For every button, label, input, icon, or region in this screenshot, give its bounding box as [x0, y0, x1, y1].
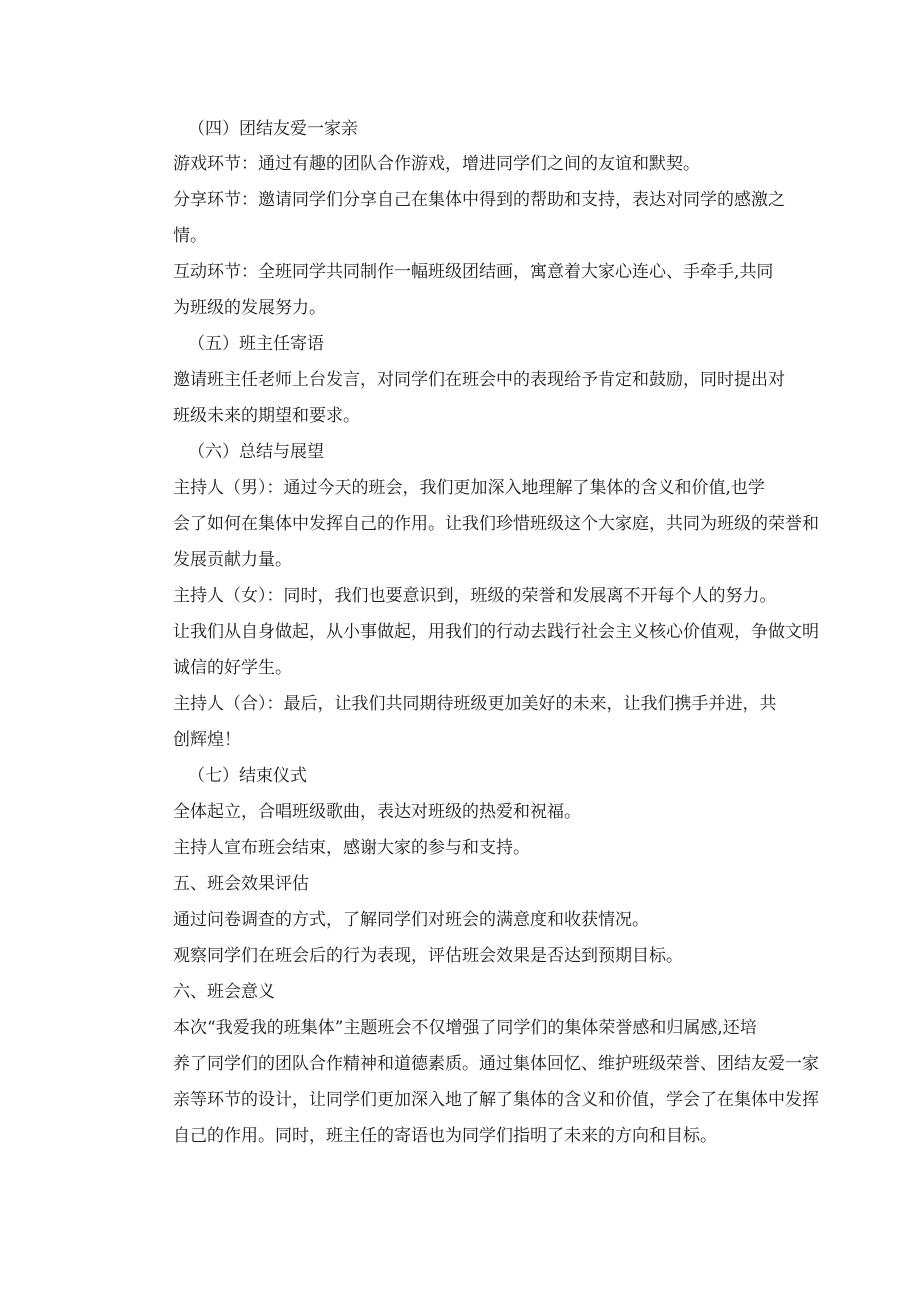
section-heading-5: （五）班主任寄语: [188, 334, 324, 354]
paragraph-line: 本次“我爱我的班集体”主题班会不仅增强了同学们的集体荣誉感和归属感,还培: [173, 1018, 757, 1038]
paragraph-line: 邀请班主任老师上台发言，对同学们在班会中的表现给予肯定和鼓励，同时提出对: [173, 370, 785, 390]
section-heading-evaluation: 五、班会效果评估: [173, 874, 309, 894]
paragraph-line: 亲等环节的设计，让同学们更加深入地了解了集体的含义和价值，学会了在集体中发挥: [173, 1090, 819, 1110]
section-heading-6: （六）总结与展望: [188, 442, 324, 462]
paragraph-line: 主持人（合）：最后，让我们共同期待班级更加美好的未来，让我们携手并进，共: [173, 694, 777, 714]
paragraph-line: 通过问卷调查的方式，了解同学们对班会的满意度和收获情况。: [173, 910, 649, 930]
paragraph-line: 创辉煌！: [173, 730, 241, 750]
paragraph-line: 会了如何在集体中发挥自己的作用。让我们珍惜班级这个大家庭，共同为班级的荣誉和: [173, 514, 819, 534]
paragraph-line: 主持人宣布班会结束，感谢大家的参与和支持。: [173, 838, 530, 858]
paragraph-line: 主持人（女）：同时，我们也要意识到，班级的荣誉和发展离不开每个人的努力。: [173, 586, 777, 606]
paragraph-line: 情。: [173, 226, 207, 246]
paragraph-line: 诚信的好学生。: [173, 658, 292, 678]
paragraph-line: 分享环节：邀请同学们分享自己在集体中得到的帮助和支持，表达对同学的感激之: [173, 190, 785, 210]
paragraph-line: 全体起立，合唱班级歌曲，表达对班级的热爱和祝福。: [173, 802, 581, 822]
section-heading-significance: 六、班会意义: [173, 982, 275, 1002]
paragraph-line: 主持人（男）：通过今天的班会，我们更加深入地理解了集体的含义和价值,也学: [173, 478, 765, 498]
paragraph-line: 互动环节：全班同学共同制作一幅班级团结画，寓意着大家心连心、手牵手,共同: [173, 262, 774, 282]
paragraph-line: 为班级的发展努力。: [173, 298, 326, 318]
paragraph-line: 发展贡献力量。: [173, 550, 292, 570]
section-heading-7: （七）结束仪式: [188, 766, 307, 786]
paragraph-line: 养了同学们的团队合作精神和道德素质。通过集体回忆、维护班级荣誉、团结友爱一家: [173, 1054, 819, 1074]
section-heading-4: （四）团结友爱一家亲: [188, 119, 358, 139]
paragraph-line: 观察同学们在班会后的行为表现，评估班会效果是否达到预期目标。: [173, 946, 683, 966]
paragraph-line: 游戏环节：通过有趣的团队合作游戏，增进同学们之间的友谊和默契。: [173, 154, 700, 174]
paragraph-line: 让我们从自身做起，从小事做起，用我们的行动去践行社会主义核心价值观，争做文明: [173, 622, 819, 642]
paragraph-line: 自己的作用。同时，班主任的寄语也为同学们指明了未来的方向和目标。: [173, 1126, 717, 1146]
paragraph-line: 班级未来的期望和要求。: [173, 406, 360, 426]
